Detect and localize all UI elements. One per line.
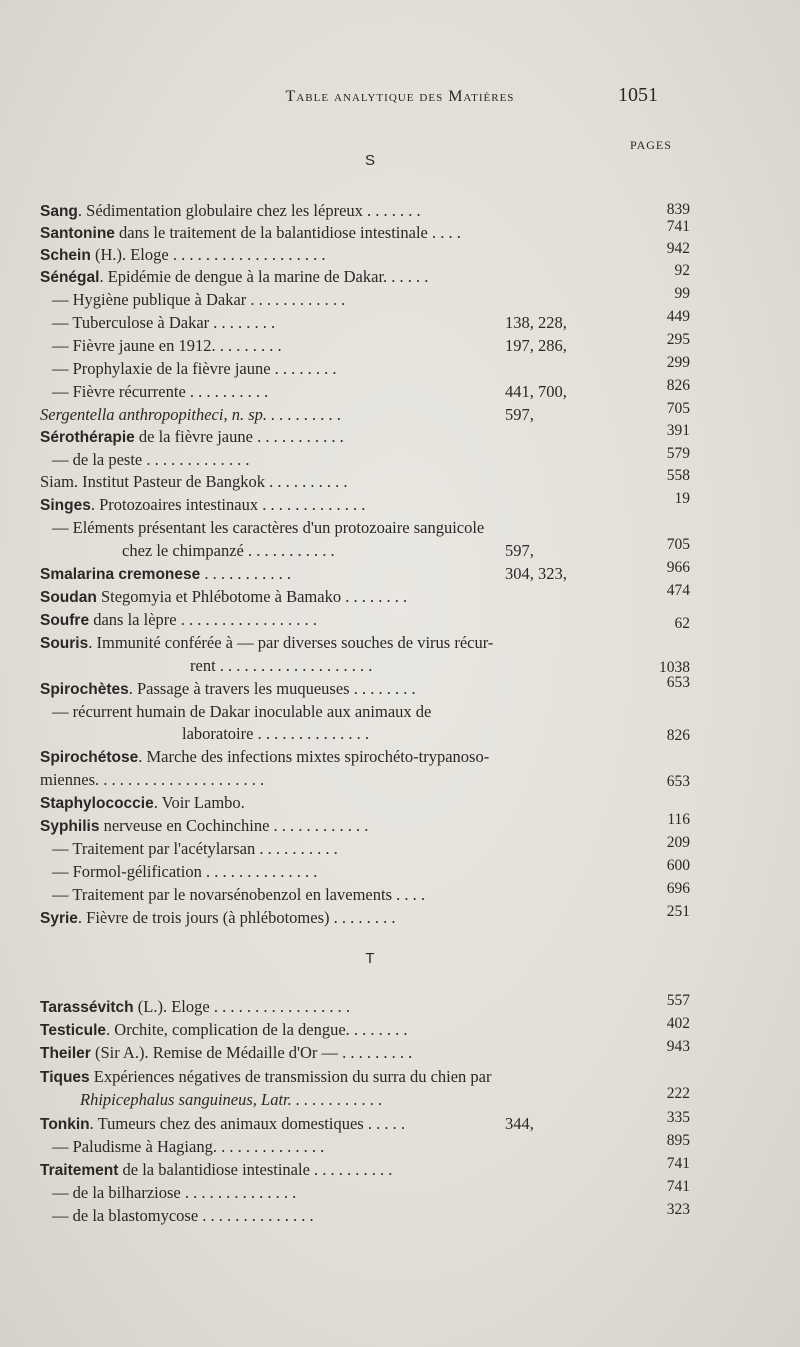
entry-page-number: 474	[666, 582, 690, 599]
entry-heading: Testicule	[40, 1022, 107, 1039]
entry-page-refs: 441, 700,	[505, 382, 567, 401]
entry-heading: Staphylococcie	[40, 795, 154, 812]
entry-text: dans la lèpre . . . . . . . . . . . . . . . . .	[89, 610, 317, 629]
index-entry	[40, 1042, 630, 1065]
entry-page-number: 653	[666, 773, 690, 790]
entry-page-number: 449	[666, 308, 690, 325]
index-entry	[40, 838, 642, 860]
entry-page-number: 62	[674, 615, 690, 632]
entry-heading: Tarassévitch	[40, 999, 134, 1016]
entry-page-number: 600	[666, 857, 690, 874]
entry-heading: Souris	[40, 635, 89, 652]
entry-page-number: 323	[666, 1201, 690, 1218]
entry-text: — de la blastomycose . . . . . . . . . . . . . .	[52, 1206, 314, 1225]
entry-page-number: 839	[666, 201, 690, 218]
index-entry	[40, 861, 642, 883]
entry-page-number: 696	[666, 880, 690, 897]
index-entry	[40, 449, 642, 471]
entry-page-number: 391	[666, 422, 690, 439]
index-entry	[40, 471, 630, 493]
entry-text: (Sir A.). Remise de Médaille d'Or — . . . . . . . . .	[90, 1043, 413, 1062]
entry-heading: Singes	[40, 497, 91, 514]
entry-heading: Theiler	[40, 1045, 91, 1062]
entry-page-number: 251	[666, 903, 690, 920]
entry-text: Rhipicephalus sanguineus, Latr. . . . . . . . . . . .	[80, 1090, 383, 1109]
index-entry	[40, 746, 630, 769]
entry-page-number: 942	[666, 240, 690, 257]
entry-page-number: 222	[666, 1085, 690, 1102]
entry-text: . Sédimentation globulaire chez les lépreux . . . . . . .	[77, 201, 421, 220]
entry-page-number: 116	[667, 811, 690, 828]
entry-text: . Tumeurs chez des animaux domestiques . . . . .	[89, 1114, 405, 1133]
entry-text: laboratoire . . . . . . . . . . . . . .	[182, 724, 369, 743]
entry-text: — de la peste . . . . . . . . . . . . .	[52, 450, 250, 469]
entry-page-number: 295	[666, 331, 690, 348]
index-entry	[40, 494, 630, 517]
entry-text: — Fièvre récurrente . . . . . . . . . .	[52, 382, 269, 401]
entry-page-refs: 344,	[505, 1114, 534, 1133]
entry-page-number: 92	[674, 262, 690, 279]
entry-heading: Tiques	[40, 1069, 90, 1086]
index-entry	[40, 312, 642, 334]
entry-text: . Passage à travers les muqueuses . . . . . . . .	[128, 679, 416, 698]
entry-text: — Hygiène publique à Dakar . . . . . . . . . . . .	[52, 290, 346, 309]
index-entry	[40, 678, 630, 701]
entry-page-number: 558	[666, 467, 690, 484]
entry-page-number: 579	[666, 445, 690, 462]
index-entry	[40, 792, 630, 815]
index-entry	[40, 769, 630, 791]
entry-heading: Spirochètes	[40, 681, 129, 698]
section-letter-t: T	[365, 950, 375, 967]
entry-text: Expériences négatives de transmission du surra du chien par	[89, 1067, 492, 1086]
entry-heading: Schein	[40, 247, 91, 264]
entry-page-number: 826	[666, 377, 690, 394]
page-number: 1051	[618, 84, 658, 106]
entry-heading: Traitement	[40, 1162, 119, 1179]
entry-text: nerveuse en Cochinchine . . . . . . . . . . . .	[99, 816, 369, 835]
entry-text: Stegomyia et Phlébotome à Bamako . . . . . . . .	[96, 587, 408, 606]
entry-page-number: 705	[666, 400, 690, 417]
entry-page-number: 299	[666, 354, 690, 371]
entry-text: rent . . . . . . . . . . . . . . . . . . .	[190, 656, 373, 675]
entry-text: (L.). Eloge . . . . . . . . . . . . . . . . .	[133, 997, 350, 1016]
entry-heading: Sérothérapie	[40, 429, 135, 446]
index-entry	[40, 358, 642, 380]
entry-page-number: 943	[666, 1038, 690, 1055]
entry-page-refs: 597,	[505, 405, 534, 424]
index-entry	[40, 815, 630, 838]
entry-text: — Traitement par l'acétylarsan . . . . . . . . . .	[52, 839, 338, 858]
entry-text: — Formol-gélification . . . . . . . . . . . . . .	[52, 862, 318, 881]
entry-page-number: 741	[666, 1178, 690, 1195]
entry-text: (H.). Eloge . . . . . . . . . . . . . . . . . . .	[90, 245, 326, 264]
pages-column-label: PAGES	[630, 138, 672, 152]
entry-text: — Tuberculose à Dakar . . . . . . . .	[52, 313, 276, 332]
entry-page-refs: 304, 323,	[505, 564, 567, 583]
index-entry	[40, 1182, 642, 1204]
entry-text: . Immunité conférée à — par diverses souches de virus récur-	[88, 633, 494, 652]
entry-page-number: 402	[666, 1015, 690, 1032]
index-entry	[40, 1019, 630, 1042]
index-entry	[40, 222, 630, 245]
entry-page-number: 209	[666, 834, 690, 851]
index-entry	[40, 1066, 630, 1089]
index-entry	[40, 1113, 630, 1136]
index-entry	[40, 996, 630, 1019]
entry-heading: Sang	[40, 203, 78, 220]
index-entry	[40, 701, 642, 723]
entry-heading: Syphilis	[40, 818, 100, 835]
entry-text: . . . . . . . . . . .	[200, 564, 292, 583]
entry-heading: Smalarina cremonese	[40, 566, 201, 583]
entry-text: . Marche des infections mixtes spirochéto-trypanoso-	[138, 747, 490, 766]
index-entry	[40, 517, 642, 539]
index-entry	[40, 381, 642, 403]
entry-page-refs: 597,	[505, 541, 534, 560]
entry-page-refs: 197, 286,	[505, 336, 567, 355]
entry-heading: Santonine	[40, 225, 115, 242]
entry-text: — Eléments présentant les caractères d'un protozoaire sanguicole	[52, 518, 485, 537]
index-entry	[40, 404, 630, 426]
entry-text: de la balantidiose intestinale . . . . . . . . . .	[118, 1160, 393, 1179]
index-entry	[40, 907, 630, 930]
index-entry	[40, 540, 712, 562]
entry-page-number: 741	[666, 1155, 690, 1172]
index-entry	[40, 244, 630, 267]
index-entry	[40, 609, 630, 632]
entry-page-number: 19	[674, 490, 690, 507]
entry-page-number: 741	[666, 218, 690, 235]
entry-text: . Voir Lambo.	[153, 793, 245, 812]
entry-text: — Prophylaxie de la fièvre jaune . . . . . . . .	[52, 359, 337, 378]
entry-heading: Soudan	[40, 589, 97, 606]
entry-text: dans le traitement de la balantidiose intestinale . . . .	[114, 223, 461, 242]
entry-text: — Fièvre jaune en 1912. . . . . . . . .	[52, 336, 282, 355]
index-entry	[40, 1136, 642, 1158]
entry-heading: Syrie	[40, 910, 78, 927]
entry-page-number: 966	[666, 559, 690, 576]
index-entry	[40, 266, 630, 289]
entry-heading: Soufre	[40, 612, 90, 629]
entry-text: Siam. Institut Pasteur de Bangkok . . . . . . . . . .	[40, 472, 348, 491]
index-entry	[40, 426, 630, 449]
running-head: Table analytique des Matières	[285, 88, 515, 105]
entry-text: Sergentella anthropopitheci, n. sp. . . . . . . . . .	[40, 405, 342, 424]
entry-text: — Traitement par le novarsénobenzol en lavements . . . .	[52, 885, 425, 904]
entry-page-number: 653	[666, 674, 690, 691]
entry-text: chez le chimpanzé . . . . . . . . . . .	[122, 541, 335, 560]
entry-text: . Protozoaires intestinaux . . . . . . . . . . . . .	[90, 495, 366, 514]
entry-page-refs: 138, 228,	[505, 313, 567, 332]
index-entry	[40, 1089, 670, 1111]
entry-page-number: 895	[666, 1132, 690, 1149]
entry-text: . Epidémie de dengue à la marine de Dakar. . . . . .	[99, 267, 429, 286]
entry-text: — récurrent humain de Dakar inoculable aux animaux de	[52, 702, 432, 721]
index-entry	[40, 632, 630, 655]
entry-heading: Spirochétose	[40, 749, 139, 766]
index-entry	[40, 563, 630, 586]
index-entry	[40, 1205, 642, 1227]
entry-page-number: 1038	[659, 659, 690, 676]
entry-text: — de la bilharziose . . . . . . . . . . . . . .	[52, 1183, 297, 1202]
entry-page-number: 826	[666, 727, 690, 744]
entry-text: miennes. . . . . . . . . . . . . . . . . . . . .	[40, 770, 265, 789]
entry-heading: Tonkin	[40, 1116, 90, 1133]
entry-page-number: 99	[674, 285, 690, 302]
entry-heading: Sénégal	[40, 269, 100, 286]
entry-text: de la fièvre jaune . . . . . . . . . . .	[134, 427, 344, 446]
entry-page-number: 335	[666, 1109, 690, 1126]
entry-page-number: 705	[666, 536, 690, 553]
index-entry	[40, 586, 630, 609]
entry-page-number: 557	[666, 992, 690, 1009]
section-letter-s: S	[364, 152, 375, 169]
index-entry	[40, 884, 642, 906]
index-entry	[40, 200, 630, 223]
index-entry	[40, 289, 642, 311]
entry-text: — Paludisme à Hagiang. . . . . . . . . . . . . .	[52, 1137, 325, 1156]
entry-text: . Orchite, complication de la dengue. . . . . . . .	[106, 1020, 408, 1039]
index-entry	[40, 1159, 630, 1182]
index-entry	[40, 335, 642, 357]
entry-text: . Fièvre de trois jours (à phlébotomes) . . . . . . . .	[77, 908, 396, 927]
